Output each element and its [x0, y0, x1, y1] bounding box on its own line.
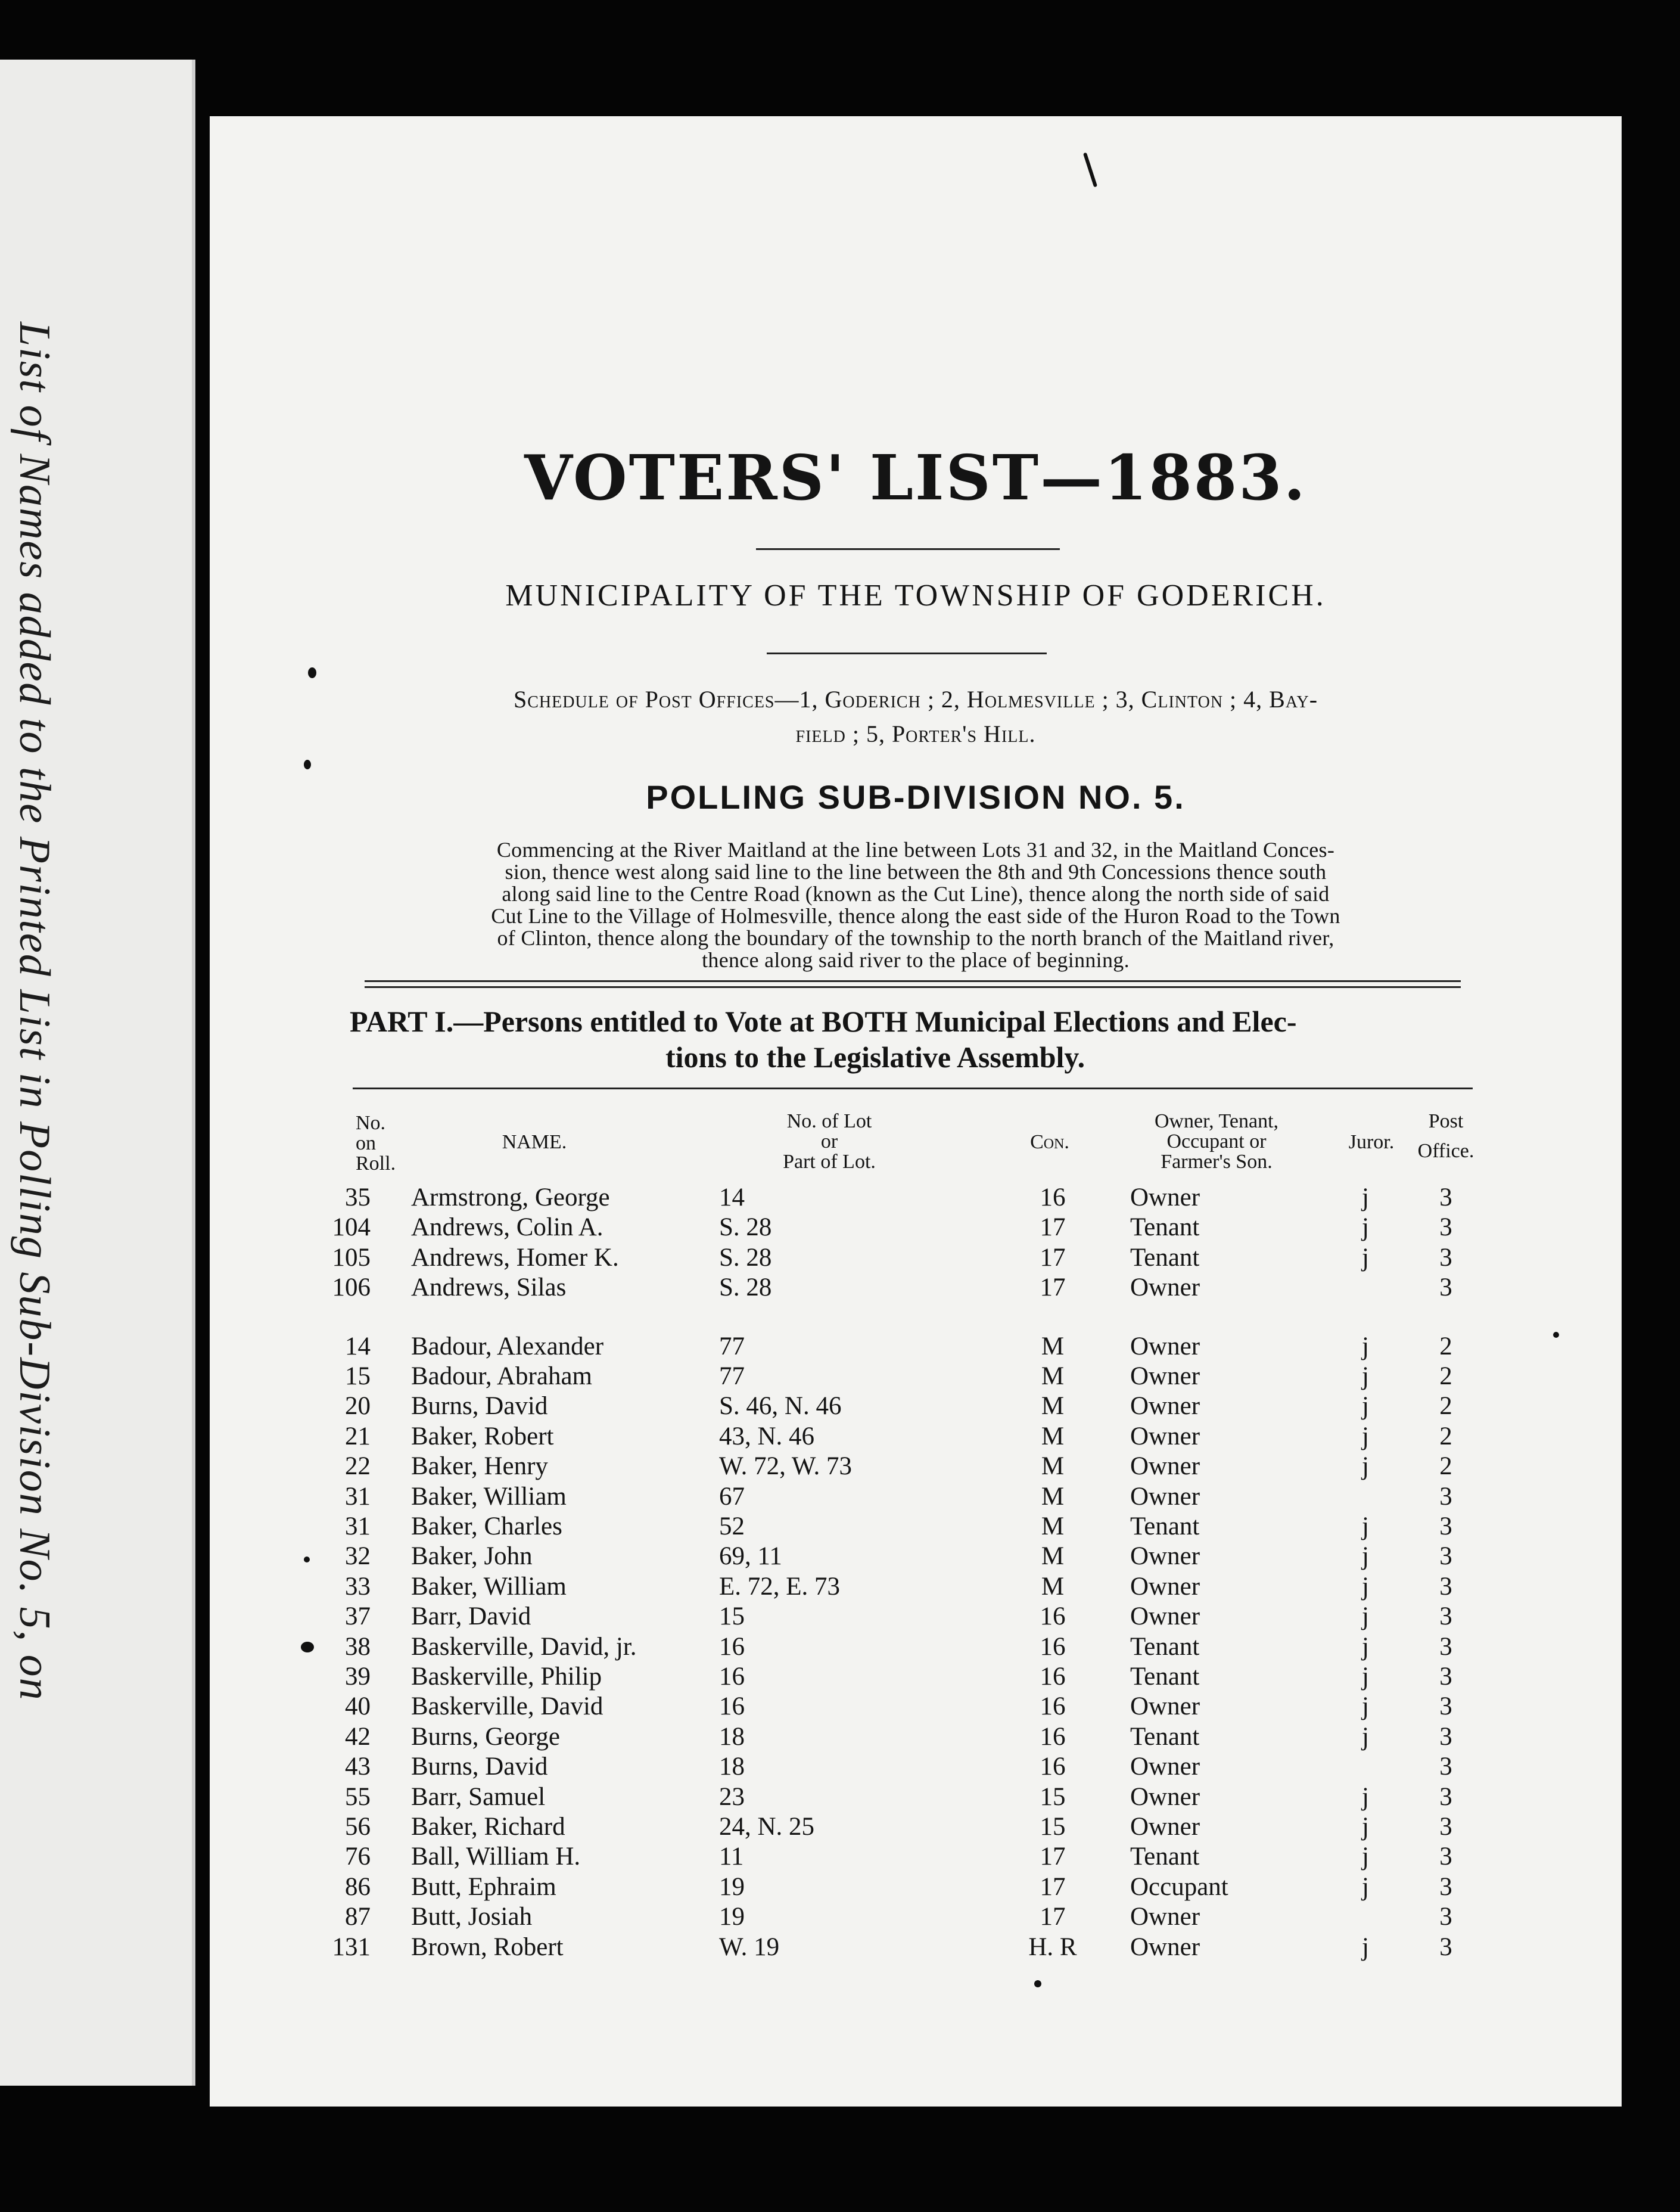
concession: 16	[1040, 1183, 1066, 1211]
lot-number: 52	[719, 1512, 745, 1540]
tenure-status: Tenant	[1130, 1213, 1200, 1242]
lot-number: 43, N. 46	[719, 1422, 815, 1450]
voter-row	[210, 1243, 1622, 1273]
voter-name: Andrews, Colin A.	[411, 1213, 603, 1242]
description-line: Cut Line to the Village of Holmesville, thence along the east side of the Huron Road to the Town	[491, 904, 1340, 928]
concession: M	[1041, 1422, 1065, 1450]
schedule-line-2: field ; 5, Porter's Hill.	[795, 720, 1036, 747]
juror-mark: j	[1362, 1933, 1369, 1961]
ink-mark	[304, 760, 311, 769]
voter-name: Baker, John	[411, 1542, 533, 1571]
post-office: 3	[1439, 1903, 1452, 1931]
lot-number: 16	[719, 1632, 745, 1661]
spine-text: List of Names added to the Printed List in Polling Sub-Division No. 5, on	[10, 322, 59, 1701]
juror-mark: j	[1362, 1602, 1369, 1631]
part-heading-line-1: PART I.—Persons entitled to Vote at BOTH Municipal Elections and Elec-	[350, 1005, 1297, 1038]
header-post: Post Office.	[1417, 1110, 1474, 1162]
tenure-status: Owner	[1130, 1692, 1200, 1721]
tenure-status: Owner	[1130, 1782, 1200, 1811]
juror-mark: j	[1362, 1422, 1369, 1450]
lot-number: 77	[719, 1362, 745, 1390]
voter-row	[210, 1662, 1622, 1692]
lot-number: 19	[719, 1903, 745, 1931]
description-line: along said line to the Centre Road (known as the Cut Line), thence along the north side of said	[502, 882, 1330, 906]
concession: 17	[1040, 1843, 1066, 1871]
tenure-status: Owner	[1130, 1452, 1200, 1481]
voter-row	[210, 1362, 1622, 1391]
voter-row	[210, 1542, 1622, 1571]
tenure-status: Tenant	[1130, 1243, 1200, 1272]
voter-row	[210, 1722, 1622, 1752]
voter-name: Baker, William	[411, 1482, 567, 1511]
voter-name: Baker, Charles	[411, 1512, 562, 1540]
header-name: NAME.	[502, 1131, 567, 1153]
tenure-status: Owner	[1130, 1753, 1200, 1781]
tenure-status: Tenant	[1130, 1843, 1200, 1871]
voter-row	[210, 1872, 1622, 1902]
schedule-line-1: Schedule of Post Offices—1, Goderich ; 2, Holmesville ; 3, Clinton ; 4, Bay-	[513, 686, 1318, 713]
tenure-status: Owner	[1130, 1542, 1200, 1571]
post-office: 3	[1439, 1933, 1452, 1961]
voter-row	[210, 1482, 1622, 1512]
lot-number: W. 72, W. 73	[719, 1452, 852, 1481]
tenure-status: Occupant	[1130, 1872, 1228, 1901]
double-rule-bottom	[365, 986, 1461, 988]
lot-number: 23	[719, 1782, 745, 1811]
tenure-status: Owner	[1130, 1813, 1200, 1841]
spine-note	[10, 322, 95, 1990]
voter-row	[210, 1602, 1622, 1632]
voter-name: Burns, George	[411, 1722, 561, 1751]
post-office: 3	[1439, 1512, 1452, 1540]
voter-row	[210, 1782, 1622, 1812]
juror-mark: j	[1362, 1872, 1369, 1901]
voter-row	[210, 1842, 1622, 1872]
roll-number: 76	[345, 1843, 371, 1871]
tenure-status: Owner	[1130, 1422, 1200, 1450]
concession: M	[1041, 1332, 1065, 1360]
voter-row	[210, 1213, 1622, 1242]
roll-number: 106	[332, 1273, 371, 1302]
post-office: 3	[1439, 1602, 1452, 1631]
document-page	[210, 116, 1622, 2107]
concession: 17	[1040, 1213, 1066, 1242]
juror-mark: j	[1362, 1392, 1369, 1421]
tenure-status: Tenant	[1130, 1722, 1200, 1751]
voter-row	[210, 1273, 1622, 1303]
tenure-status: Tenant	[1130, 1632, 1200, 1661]
post-office: 3	[1439, 1813, 1452, 1841]
post-office: 3	[1439, 1482, 1452, 1511]
description-line: Commencing at the River Maitland at the line between Lots 31 and 32, in the Maitland Conces-	[496, 838, 1335, 862]
concession: 16	[1040, 1753, 1066, 1781]
roll-number: 31	[345, 1512, 371, 1540]
voter-name: Baskerville, Philip	[411, 1663, 602, 1691]
lot-number: S. 28	[719, 1273, 772, 1302]
lot-number: S. 28	[719, 1243, 772, 1272]
post-office: 3	[1439, 1872, 1452, 1901]
concession: M	[1041, 1482, 1065, 1511]
concession: H. R	[1028, 1933, 1077, 1961]
municipality-divider	[767, 653, 1047, 654]
roll-number: 43	[345, 1753, 371, 1781]
tenure-status: Owner	[1130, 1903, 1200, 1931]
lot-number: 16	[719, 1663, 745, 1691]
tenure-status: Owner	[1130, 1602, 1200, 1631]
voter-row	[210, 1572, 1622, 1602]
juror-mark: j	[1362, 1572, 1369, 1601]
voter-name: Ball, William H.	[411, 1843, 581, 1871]
concession: M	[1041, 1512, 1065, 1540]
roll-number: 40	[345, 1692, 371, 1721]
voter-row	[210, 1812, 1622, 1842]
voter-row	[210, 1422, 1622, 1452]
voter-name: Andrews, Homer K.	[411, 1243, 619, 1272]
concession: M	[1041, 1362, 1065, 1390]
voter-name: Brown, Robert	[411, 1933, 564, 1961]
header-juror: Juror.	[1348, 1131, 1395, 1153]
post-office: 3	[1439, 1692, 1452, 1721]
roll-number: 15	[345, 1362, 371, 1390]
juror-mark: j	[1362, 1452, 1369, 1481]
concession: M	[1041, 1542, 1065, 1571]
voter-name: Burns, David	[411, 1753, 548, 1781]
lot-number: E. 72, E. 73	[719, 1572, 841, 1601]
juror-mark: j	[1362, 1213, 1369, 1242]
voter-row	[210, 1902, 1622, 1932]
lot-number: 67	[719, 1482, 745, 1511]
roll-number: 35	[345, 1183, 371, 1211]
juror-mark: j	[1362, 1632, 1369, 1661]
lot-number: 69, 11	[719, 1542, 782, 1571]
lot-number: S. 46, N. 46	[719, 1392, 842, 1421]
voter-name: Barr, David	[411, 1602, 531, 1631]
voter-row	[210, 1391, 1622, 1421]
tenure-status: Owner	[1130, 1183, 1200, 1211]
concession: 17	[1040, 1243, 1066, 1272]
lot-number: 14	[719, 1183, 745, 1211]
header-con: Con.	[1030, 1131, 1069, 1153]
voter-row	[210, 1332, 1622, 1362]
concession: 16	[1040, 1692, 1066, 1721]
voter-name: Burns, David	[411, 1392, 548, 1421]
tenure-status: Owner	[1130, 1933, 1200, 1961]
ink-mark	[1083, 153, 1097, 188]
concession: 16	[1040, 1602, 1066, 1631]
roll-number: 131	[332, 1933, 371, 1961]
post-office: 3	[1439, 1243, 1452, 1272]
tenure-status: Owner	[1130, 1482, 1200, 1511]
juror-mark: j	[1362, 1692, 1369, 1721]
voter-name: Baker, Richard	[411, 1813, 565, 1841]
concession: 17	[1040, 1273, 1066, 1302]
ink-mark	[301, 1642, 314, 1652]
voter-name: Baker, Robert	[411, 1422, 554, 1450]
voter-row	[210, 1632, 1622, 1662]
lot-number: 19	[719, 1872, 745, 1901]
header-owner: Owner, Tenant, Occupant or Farmer's Son.	[1154, 1110, 1279, 1173]
post-office: 3	[1439, 1632, 1452, 1661]
lot-number: S. 28	[719, 1213, 772, 1242]
concession: 15	[1040, 1813, 1066, 1841]
lot-number: 15	[719, 1602, 745, 1631]
ink-mark	[1034, 1980, 1041, 1987]
voter-name: Andrews, Silas	[411, 1273, 567, 1302]
post-office: 3	[1439, 1273, 1452, 1302]
ink-mark	[1553, 1332, 1559, 1338]
roll-number: 22	[345, 1452, 371, 1481]
concession: 17	[1040, 1872, 1066, 1901]
roll-number: 14	[345, 1332, 371, 1360]
juror-mark: j	[1362, 1542, 1369, 1571]
post-office: 3	[1439, 1213, 1452, 1242]
voter-row	[210, 1692, 1622, 1722]
tenure-status: Owner	[1130, 1572, 1200, 1601]
lot-number: 18	[719, 1753, 745, 1781]
ink-mark	[308, 667, 316, 678]
voter-name: Butt, Josiah	[411, 1903, 533, 1931]
post-office: 3	[1439, 1782, 1452, 1811]
lot-number: W. 19	[719, 1933, 780, 1961]
concession: M	[1041, 1452, 1065, 1481]
post-office: 2	[1439, 1362, 1452, 1390]
double-rule-top	[365, 980, 1461, 982]
voter-row	[210, 1512, 1622, 1542]
juror-mark: j	[1362, 1722, 1369, 1751]
voter-name: Baskerville, David, jr.	[411, 1632, 637, 1661]
post-office: 2	[1439, 1392, 1452, 1421]
voter-name: Badour, Alexander	[411, 1332, 604, 1360]
post-office: 3	[1439, 1542, 1452, 1571]
voter-name: Badour, Abraham	[411, 1362, 592, 1390]
tenure-status: Owner	[1130, 1332, 1200, 1360]
part-heading-line-2: tions to the Legislative Assembly.	[665, 1040, 1085, 1074]
concession: M	[1041, 1392, 1065, 1421]
lot-number: 16	[719, 1692, 745, 1721]
voter-row	[210, 1183, 1622, 1213]
post-office: 2	[1439, 1422, 1452, 1450]
lot-number: 18	[719, 1722, 745, 1751]
roll-number: 38	[345, 1632, 371, 1661]
roll-number: 31	[345, 1482, 371, 1511]
roll-number: 21	[345, 1422, 371, 1450]
juror-mark: j	[1362, 1782, 1369, 1811]
post-office: 3	[1439, 1843, 1452, 1871]
roll-number: 56	[345, 1813, 371, 1841]
tenure-status: Owner	[1130, 1273, 1200, 1302]
ink-mark	[304, 1557, 310, 1562]
concession: 16	[1040, 1722, 1066, 1751]
roll-number: 105	[332, 1243, 371, 1272]
concession: 16	[1040, 1663, 1066, 1691]
lot-number: 11	[719, 1843, 744, 1871]
tenure-status: Owner	[1130, 1362, 1200, 1390]
title-divider	[756, 548, 1060, 550]
concession: 16	[1040, 1632, 1066, 1661]
juror-mark: j	[1362, 1183, 1369, 1211]
voter-row	[210, 1752, 1622, 1782]
roll-number: 104	[332, 1213, 371, 1242]
lot-number: 24, N. 25	[719, 1813, 815, 1841]
juror-mark: j	[1362, 1332, 1369, 1360]
roll-number: 20	[345, 1392, 371, 1421]
voter-name: Barr, Samuel	[411, 1782, 546, 1811]
post-office: 2	[1439, 1332, 1452, 1360]
juror-mark: j	[1362, 1843, 1369, 1871]
description-line: thence along said river to the place of beginning.	[702, 948, 1130, 972]
roll-number: 32	[345, 1542, 371, 1571]
juror-mark: j	[1362, 1243, 1369, 1272]
roll-number: 87	[345, 1903, 371, 1931]
concession: 17	[1040, 1903, 1066, 1931]
roll-number: 37	[345, 1602, 371, 1631]
document-title: VOTERS' LIST—1883.	[524, 441, 1307, 514]
voter-name: Baskerville, David	[411, 1692, 603, 1721]
voter-name: Baker, William	[411, 1572, 567, 1601]
voter-name: Baker, Henry	[411, 1452, 548, 1481]
post-office: 3	[1439, 1663, 1452, 1691]
roll-number: 39	[345, 1663, 371, 1691]
table-top-rule	[353, 1088, 1473, 1089]
juror-mark: j	[1362, 1362, 1369, 1390]
post-office: 3	[1439, 1753, 1452, 1781]
concession: M	[1041, 1572, 1065, 1601]
concession: 15	[1040, 1782, 1066, 1811]
voter-row	[210, 1452, 1622, 1481]
roll-number: 55	[345, 1782, 371, 1811]
description-line: sion, thence west along said line to the line between the 8th and 9th Concessions thence south	[505, 860, 1327, 884]
header-no: No. on Roll.	[356, 1112, 396, 1175]
lot-number: 77	[719, 1332, 745, 1360]
left-page-edge	[0, 60, 195, 2086]
voter-name: Butt, Ephraim	[411, 1872, 556, 1901]
roll-number: 33	[345, 1572, 371, 1601]
juror-mark: j	[1362, 1512, 1369, 1540]
voter-name: Armstrong, George	[411, 1183, 610, 1211]
post-office: 3	[1439, 1722, 1452, 1751]
post-office: 3	[1439, 1183, 1452, 1211]
polling-heading: POLLING SUB-DIVISION NO. 5.	[646, 778, 1186, 816]
tenure-status: Owner	[1130, 1392, 1200, 1421]
tenure-status: Tenant	[1130, 1663, 1200, 1691]
roll-number: 42	[345, 1722, 371, 1751]
tenure-status: Tenant	[1130, 1512, 1200, 1540]
post-office: 3	[1439, 1572, 1452, 1601]
voter-row	[210, 1933, 1622, 1962]
juror-mark: j	[1362, 1663, 1369, 1691]
header-lot: No. of Lot or Part of Lot.	[783, 1110, 876, 1173]
roll-number: 86	[345, 1872, 371, 1901]
municipality-heading: MUNICIPALITY OF THE TOWNSHIP OF GODERICH.	[505, 579, 1326, 613]
post-office: 2	[1439, 1452, 1452, 1481]
description-line: of Clinton, thence along the boundary of the township to the north branch of the Maitland river,	[497, 926, 1334, 950]
juror-mark: j	[1362, 1813, 1369, 1841]
